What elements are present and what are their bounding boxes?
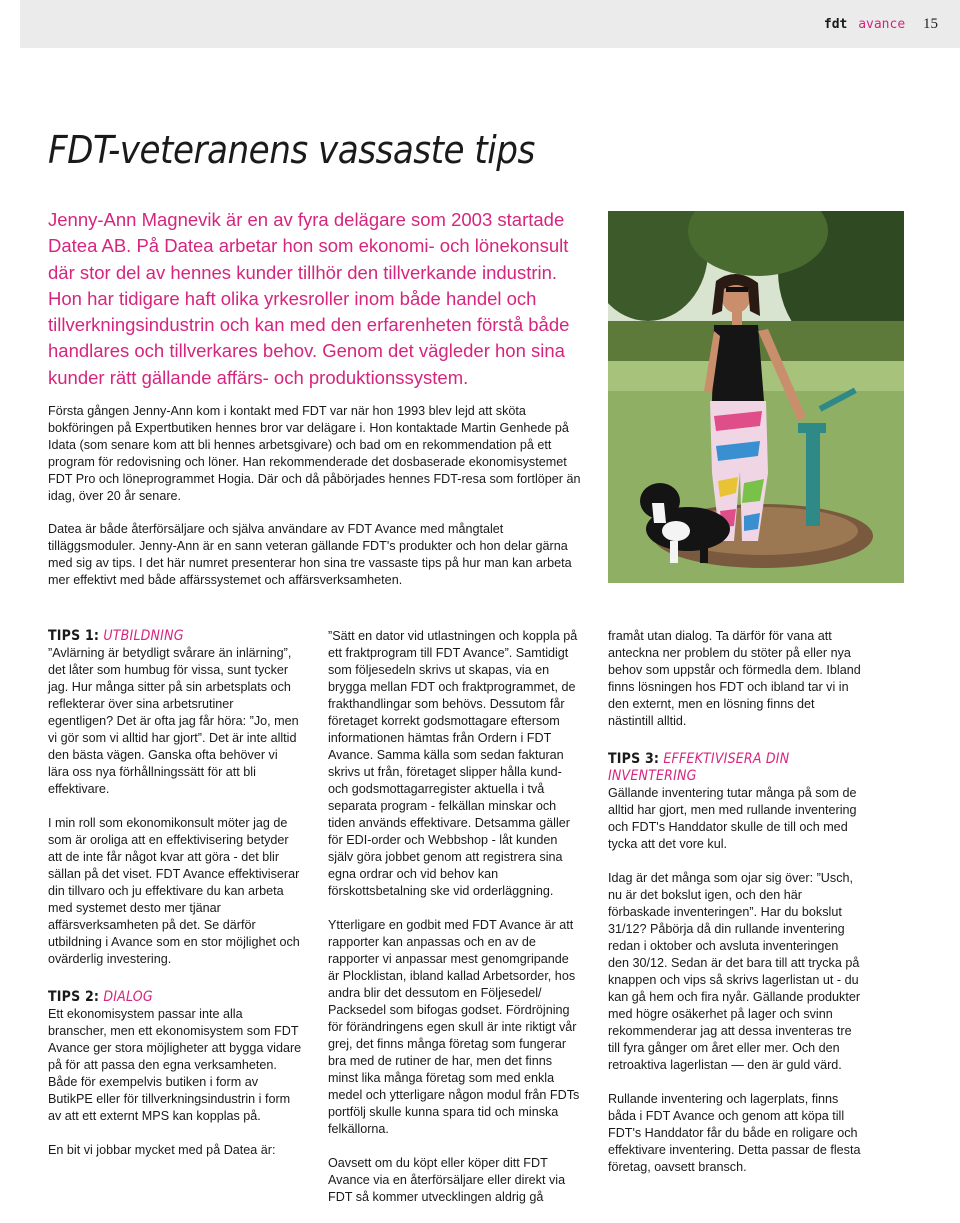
page-header (20, 0, 960, 48)
tip-2-topic: DIALOG (103, 989, 153, 1005)
article-lead: Jenny-Ann Magnevik är en av fyra delägare som 2003 startade Datea AB. På Datea arbetar hon som ekonomi- och lönekonsult där stor del av hennes kunder tillhör den tillverkande industrin. Hon har tidigare haft olika yrkesroller inom både handel och tillverkningsindustrin och kan med den erfarenheten förstå både handlares och tillverkares behov. Genom det vägleder hon sina kunder rätt gällande affärs- och produktionssystem. (48, 209, 570, 388)
tip-3-topic: EFFEKTIVISERA DIN INVENTERING (608, 751, 790, 784)
column-2 (328, 628, 582, 1223)
column-2-paragraph: Oavsett om du köpt eller köper ditt FDT Avance via en återförsäljare eller direkt via FDT så kommer utvecklingen aldrig gå (328, 1156, 566, 1204)
tip-2-label: TIPS 2: (48, 989, 100, 1005)
column-2-paragraph: ”Sätt en dator vid utlastningen och koppla på ett fraktprogram till FDT Avance”. Samtidigt som följesedeln skrivs ut skapas, via en brygga mellan FDT och fraktprogrammet, de frakthandlingar som behövs. Dessutom får företaget korrekt godsmottagare eftersom informationen hämtas från Ordern i FDT Avance. Samma källa som sedan fakturan skrivs ut från, företaget slipper hålla kund- och godsmottagarregister aktuella i två separata program - felkällan minskar och tiden används effektivare. Detsamma gäller för EDI-order och Webbshop - låt kunden själv göra jobbet genom att registrera sina egna ordrar och vid behov kan förskottsbetalning ske vid orderläggning. (328, 629, 578, 898)
tip-3-label: TIPS 3: (608, 751, 660, 767)
tip-3-paragraph: Idag är det många som ojar sig över: ”Usch, nu är det bokslut igen, och den här förbaskade inventeringen”. Har du bokslut 31/12? Påbörja då din rullande inventering redan i oktober och avsluta inventeringen den 30/12. Sedan är det bara till att trycka på knappen och vips så skrivs lagerlistan ut - du kan gå hem och fira nyår. Gällande produkter med högre osäkerhet på lager och svinn rekommenderar jag att dessa inventeras tre till fyra gånger om året eller mer. Och den retroaktiva lagerlistan — den är guld värd. (608, 871, 861, 1072)
column-3-paragraph: framåt utan dialog. Ta därför för vana att anteckna ner problem du stöter på eller nya behov som uppstår och förmedla dem. Ibland finns lösningen hos FDT och ibland tar vi in den externt, men en lösning finns det nästintill alltid. (608, 629, 861, 728)
column-1 (48, 628, 302, 1176)
intro-paragraph: Datea är både återförsäljare och själva användare av FDT Avance med mångtalet tilläggsmoduler. Jenny-Ann är en sann veteran gällande FDT's produkter och hon delar gärna med sig av tips. I det här numret presenterar hon sina tre vassaste tips på hur man kan arbeta mer effektivt med både affärssystemet och affärsverksamheten. (48, 522, 572, 587)
tip-3-heading (608, 751, 862, 785)
tip-2-heading (48, 989, 302, 1006)
column-3 (608, 628, 862, 1193)
magazine-product: avance (858, 17, 906, 32)
article-title: FDT-veteranens vassaste tips (48, 128, 535, 172)
tip-1-label: TIPS 1: (48, 628, 100, 644)
column-2-paragraph: Ytterligare en godbit med FDT Avance är att rapporter kan anpassas och en av de rapporter vi anpassar mest genomgripande är Plocklistan, ibland kallad Arbetsorder, hos andra blir det dessutom en Följesedel/ Packsedel som bifogas godset. Fördröjning för förändringens egen skull är inte riktigt vår grej, det finns många företag som fungerar bra med de rutiner de har, men det finns minst lika många företag som med enkla medel och ytterligare någon modul från FDTs portfölj skulle kunna spara tid och minska felkällorna. (328, 918, 580, 1136)
running-header (824, 16, 938, 33)
intro-paragraph: Första gången Jenny-Ann kom i kontakt med FDT var när hon 1993 blev lejd att sköta bokföringen på Expertbutiken hennes bror var delägare i. Hon kontaktade Martin Genhede på Idata (som senare kom att bli hennes arbetsgivare) och bad om en rekommendation på ett program för redovisning och löner. Han rekommenderade det dosbaserade ekonomisystemet FDT Pro och löneprogrammet Hogia. Där och då påbörjades hennes FDT-resa som fortlöper än idag, över 20 år senare. (48, 404, 581, 503)
tip-1-heading (48, 628, 302, 645)
tip-2-paragraph: Ett ekonomisystem passar inte alla branscher, men ett ekonomisystem som FDT Avance ger stora möjligheter att bygga vidare på för att passa den egna verksamheten. Både för exempelvis butiken i form av ButikPE eller för tillverkningsindustrin i form av att ett externt MPS kan kopplas på. (48, 1007, 302, 1123)
tip-3-paragraph: Gällande inventering tutar många på som de alltid har gjort, men med rullande inventering och FDT's Handdator skulle de till och med tycka att det vore kul. (608, 786, 857, 851)
tip-1-paragraph: ”Avlärning är betydligt svårare än inlärning”, det låter som humbug för vissa, sunt tycker jag. Hur många sitter på sin arbetsplats och reflekterar över sina arbetsrutiner egentligen? Det är ofta jag får höra: ”Jo, men vi gör som vi alltid har gjort”. Det är inte alltid den bästa vägen. Ganska ofta behöver vi lära oss nya förhållningssätt för att bli effektivare. (48, 646, 299, 796)
portrait-photo (608, 211, 904, 583)
tip-3-paragraph: Rullande inventering och lagerplats, finns båda i FDT Avance och genom att köpa till FDT's Handdator får du både en roligare och effektivare inventering. Detta passar de flesta företag, oavsett bransch. (608, 1092, 861, 1174)
tip-2-paragraph: En bit vi jobbar mycket med på Datea är: (48, 1143, 276, 1157)
magazine-brand: fdt (823, 17, 848, 32)
tip-1-paragraph: I min roll som ekonomikonsult möter jag de som är oroliga att en effektivisering betyder att de inte får något kvar att göra - det blir sällan på det viset. FDT Avance effektiviserar din tillvaro och ju effektivare du kan arbeta med systemet desto mer tjänar affärsverksamheten på det. Se därför utbildning i Avance som en stor möjlighet och ovärderlig investering. (48, 816, 300, 966)
page-number: 15 (923, 16, 938, 32)
tip-1-topic: UTBILDNING (103, 628, 184, 644)
